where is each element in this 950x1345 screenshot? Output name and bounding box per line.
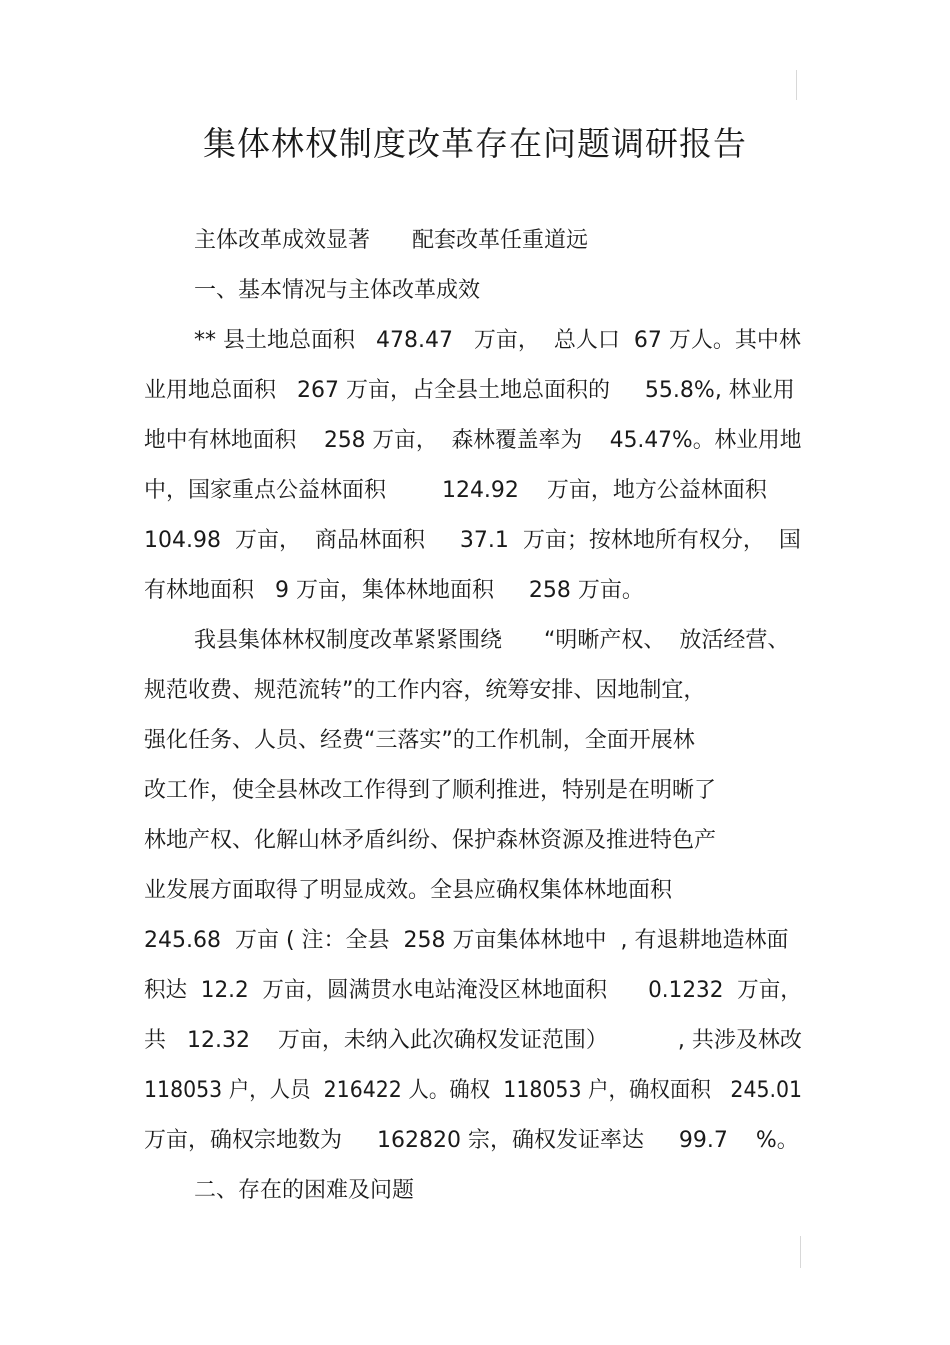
page-corner-mark-bottom [800,1236,801,1268]
paragraph-line: 业发展方面取得了明显成效。全县应确权集体林地面积 [144,878,673,903]
section-heading-2: 二、存在的困难及问题 [194,1178,415,1203]
paragraph-line: 104.98 万亩， 商品林面积 37.1 万亩；按林地所有权分， 国 [144,528,801,553]
page-corner-mark-top [796,70,797,100]
paragraph-line: 规范收费、规范流转”的工作内容，统筹安排、因地制宜， [144,678,706,703]
paragraph-line: 业用地总面积 267 万亩，占全县土地总面积的 55.8%, 林业用 [144,378,795,403]
paragraph-line: 强化任务、人员、经费“三落实”的工作机制，全面开展林 [144,728,695,753]
paragraph-line: 245.68 万亩 ( 注：全县 258 万亩集体林地中 , 有退耕地造林面 [144,928,789,953]
paragraph-line: 地中有林地面积 258 万亩， 森林覆盖率为 45.47%。林业用地 [144,428,802,453]
paragraph-line: 中，国家重点公益林面积 124.92 万亩，地方公益林面积 [144,478,767,503]
paragraph-line: 林地产权、化解山林矛盾纠纷、保护森林资源及推进特色产 [144,828,717,853]
document-title: 集体林权制度改革存在问题调研报告 [203,124,747,163]
paragraph-line: 有林地面积 9 万亩，集体林地面积 258 万亩。 [144,578,644,603]
paragraph-line: 我县集体林权制度改革紧紧围绕 “明晰产权、 放活经营、 [194,628,790,653]
paragraph-line: 共 12.32 万亩，未纳入此次确权发证范围） , 共涉及林改 [144,1028,802,1053]
section-heading-1: 一、基本情况与主体改革成效 [194,278,481,303]
paragraph-line: 万亩，确权宗地数为 162820 宗，确权发证率达 99.7 %。 [144,1128,799,1153]
paragraph-line: 改工作，使全县林改工作得到了顺利推进，特别是在明晰了 [144,778,717,803]
paragraph-line: 积达 12.2 万亩，圆满贯水电站淹没区林地面积 0.1232 万亩， [144,978,802,1003]
paragraph-line: ** 县土地总面积 478.47 万亩， 总人口 67 万人。其中林 [194,328,801,353]
subtitle-line: 主体改革成效显著 配套改革任重道远 [194,228,588,253]
paragraph-line: 118053 户，人员 216422 人。确权 118053 户，确权面积 245.01 [144,1078,803,1103]
